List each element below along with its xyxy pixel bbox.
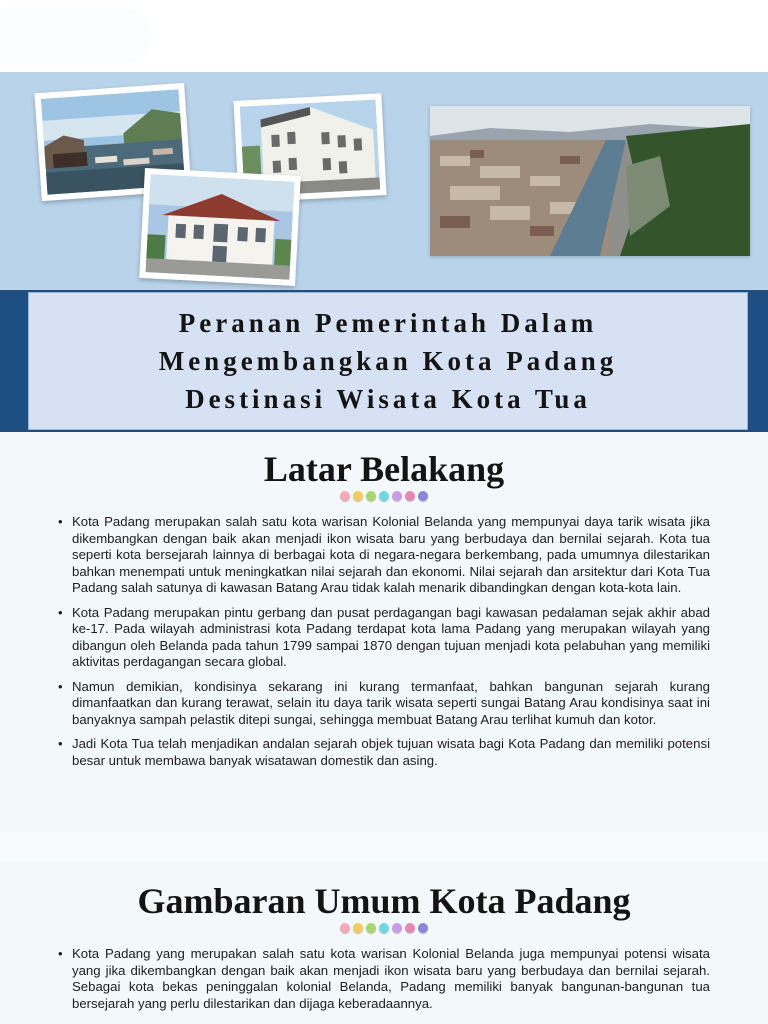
dot-3: [366, 491, 376, 501]
title-line-1: Peranan Pemerintah Dalam: [178, 308, 598, 338]
gambaran-umum-list: [58, 946, 710, 1020]
list-item: • Kota Padang merupakan pintu gerbang dan pusat perdagangan bagi kawasan pedalaman sejak akhir abad ke-17. Pada wilayah administrasi kota Padang terdapat kota lama Padang yang merupakan wilayah yang dibangun oleh Belanda pada tahun 1799 sampai 1870 dengan tujuan menjadi kota pelabuhan yang memiliki aktivitas perdagangan secara global.: [58, 605, 710, 671]
list-item: • Jadi Kota Tua telah menjadikan andalan sejarah objek tujuan wisata bagi Kota Padang dan memiliki potensi besar untuk membawa banyak wisatawan domestik dan asing.: [58, 736, 710, 769]
dot-2: [353, 491, 363, 501]
list-item: • Kota Padang merupakan salah satu kota warisan Kolonial Belanda yang mempunyai daya tarik wisata jika dikembangkan dengan baik akan menjadi ikon wisata baru yang berbudaya dan bernilai sejarah. Kota tua seperti kota bersejarah lainnya di berbagai kota di negara-negara berkembang, pada umumnya dilestarikan bahkan menempati untuk meningkatkan nilai sejarah dan ekonomi. Nilai sejarah dan arsitektur dari Kota Tua Padang salah satunya di kawasan Batang Arau tidak kalah menarik dibandingkan dengan kota-kota lain.: [58, 514, 710, 597]
section-heading-gambaran-umum: Gambaran Umum Kota Padang: [137, 881, 631, 921]
decorative-dots: [0, 923, 768, 933]
title-line-3: Destinasi Wisata Kota Tua: [185, 384, 591, 414]
dot-6: [405, 923, 415, 933]
decorative-dots: [0, 491, 768, 501]
dot-4: [379, 923, 389, 933]
dot-3: [366, 923, 376, 933]
list-item: • Kota Padang yang merupakan salah satu kota warisan Kolonial Belanda juga mempunyai potensi wisata yang jika dikembangkan dengan baik akan menjadi ikon wisata baru yang berbudaya dan bernilai sejarah. Sebagai kota bekas peninggalan kolonial Belanda, Padang memiliki banyak bangunan-bangunan tua bersejarah yang perlu dilestarikan dan dijaga keberadaannya.: [58, 946, 710, 1012]
white-colonial-house-photo: [139, 168, 301, 286]
dot-7: [418, 923, 428, 933]
dot-7: [418, 491, 428, 501]
dot-1: [340, 923, 350, 933]
top-bar: [0, 0, 768, 72]
dot-1: [340, 491, 350, 501]
top-tab-shape: [0, 10, 150, 62]
dot-5: [392, 923, 402, 933]
dot-2: [353, 923, 363, 933]
dot-5: [392, 491, 402, 501]
title-line-2: Mengembangkan Kota Padang: [158, 346, 618, 376]
section-heading-latar-belakang: Latar Belakang: [263, 449, 505, 489]
dot-6: [405, 491, 415, 501]
latar-belakang-list: [58, 514, 710, 777]
slide-divider: [0, 832, 768, 862]
list-item: • Namun demikian, kondisinya sekarang ini kurang termanfaat, bahkan bangunan sejarah kurang dimanfaatkan dan kurang terawat, selain itu daya tarik wisata seperti sungai Batang Arau kondisinya saat ini banyaknya sampah pelastik ditepi sungai, sehingga membuat Batang Arau terlihat kumuh dan kotor.: [58, 679, 710, 729]
aerial-river-city-photo: [430, 106, 750, 256]
title-box: [28, 292, 748, 430]
dot-4: [379, 491, 389, 501]
